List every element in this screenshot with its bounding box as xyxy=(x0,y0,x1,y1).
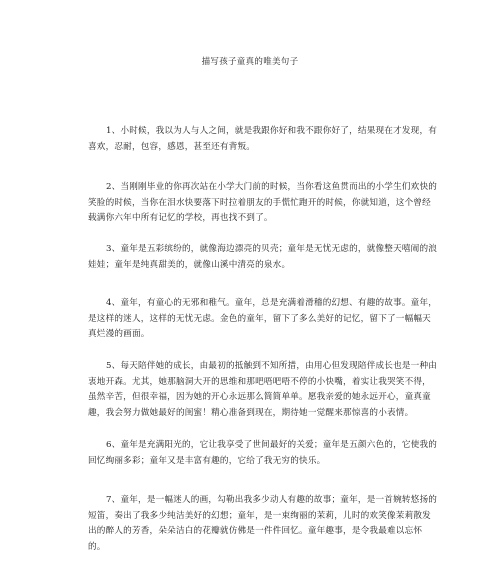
paragraph-5: 5、每天陪伴她的成长，由最初的抵触到不知所措，由用心但发现陪伴成长也是一种由衷地开森。尤其，她那脑洞大开的思维和那吧唔吧唔不停的小快嘴，着实让我哭笑不得，虽然辛苦，但很幸福，因为她的开心永远那么简简单单。愿我亲爱的她永远开心，童真童趣，我会努力做她最好的闺蜜！精心准备到现在，期待她一觉醒来那惊喜的小表情。 xyxy=(88,361,438,418)
document-title: 描写孩子童真的唯美句子 xyxy=(201,57,299,67)
paragraph-1: 1、小时候，我以为人与人之间，就是我跟你好和我不跟你好了，结果现在才发现，有喜欢，忍耐，包容，感恩，甚至还有背叛。 xyxy=(88,126,438,152)
paragraph-7: 7、童年，是一幅迷人的画，勾勒出我多少动人有趣的故事；童年，是一首婉转悠扬的短笛，奏出了我多少纯洁美好的幻想；童年，是一束绚丽的茉莉，儿时的欢笑像茉莉散发出的醉人的芳香，朵朵洁白的花瓣就仿佛是一件件回忆。童年趣事，是令我最难以忘怀的。 xyxy=(88,495,438,552)
paragraph-4: 4、童年，有童心的无邪和稚气。童年，总是充满着滑稽的幻想、有趣的故事。童年，是这样的迷人，这样的无忧无虑。金色的童年，留下了多么美好的记忆，留下了一幅幅天真烂漫的画面。 xyxy=(88,298,438,339)
paragraph-6: 6、童年是充满阳光的，它让我享受了世间最好的关爱；童年是五颜六色的，它使我的回忆绚丽多彩；童年又是丰富有趣的，它给了我无穷的快乐。 xyxy=(88,440,438,466)
paragraph-3: 3、童年是五彩缤纷的，就像海边漂亮的贝壳；童年是无忧无虑的，就像整天嘻闹的浪娃娃；童年是纯真甜美的，就像山溪中清亮的泉水。 xyxy=(88,244,438,270)
paragraph-2: 2、当刚刚毕业的你再次站在小学大门前的时候，当你看这鱼贯而出的小学生们欢快的笑脸的时候，当你在泪水快要落下时拉着朋友的手慌忙跑开的时候，你就知道，这个曾经载满你六年中所有记忆的学校，再也找不到了。 xyxy=(88,182,438,223)
